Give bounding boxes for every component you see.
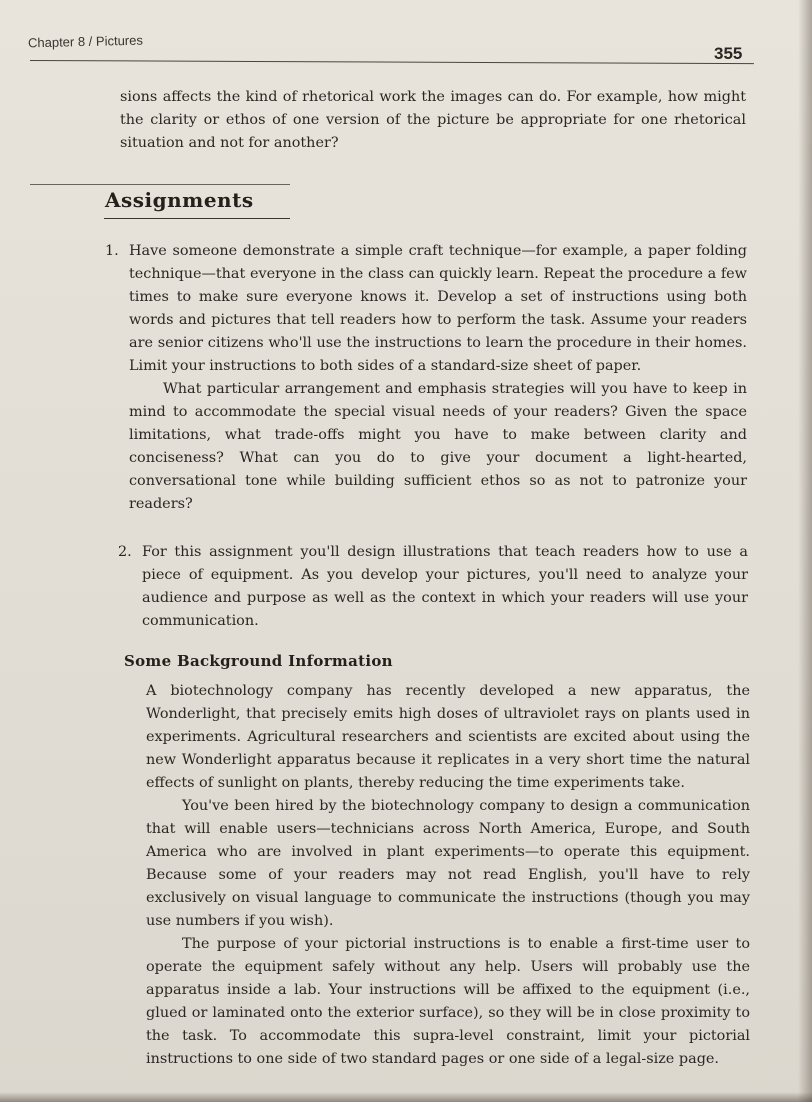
header-rule <box>30 60 754 64</box>
assignment-body <box>129 240 747 516</box>
background-paragraph: A biotechnology company has recently developed a new apparatus, the Wonderlight, that precisely emits high doses of ultraviolet rays on plants used in experiments. Agricultural researchers and scientists are excited about using the new Wonderlight apparatus because it replicates in a very short time the natural effects of sunlight on plants, thereby reducing the time experiments take. <box>146 683 750 791</box>
page-edge-shadow <box>798 0 812 1102</box>
assignments-underline <box>104 218 290 219</box>
assignments-heading: Assignments <box>105 188 254 212</box>
assignment-paragraph: Have someone demonstrate a simple craft technique—for example, a paper folding technique—that everyone in the class can quickly learn. Repeat the procedure a few times to make sure everyone knows it. Develop a set of instructions using both words and pictures that tell readers how to perform the task. Assume your readers are senior citizens who'll use the instructions to learn the procedure in their homes. Limit your instructions to both sides of a standard-size sheet of paper. <box>129 243 747 374</box>
background-section <box>146 680 750 1071</box>
assignment-number: 1. <box>105 243 119 259</box>
intro-paragraph: sions affects the kind of rhetorical work the images can do. For example, how might the clarity or ethos of one version of the picture be appropriate for one rhetorical situation and not for another? <box>120 89 746 151</box>
page-number: 355 <box>714 44 743 63</box>
background-paragraph: You've been hired by the biotechnology company to design a communication that will enable users—technicians across North America, Europe, and South America who are involved in plant experiments—to operate this equipment. Because some of your readers may not read English, you'll have to rely exclusively on visual language to communicate the instructions (though you may use numbers if you wish). <box>146 798 750 929</box>
assignment-item-2 <box>118 541 748 633</box>
running-head: Chapter 8 / Pictures <box>27 32 144 51</box>
background-heading: Some Background Information <box>124 652 393 670</box>
background-paragraph: The purpose of your pictorial instructions is to enable a first-time user to operate the equipment safely without any help. Users will probably use the apparatus inside a lab. Your instructions will be affixed to the equipment (i.e., glued or laminated onto the exterior surface), so they will be in close proximity to the task. To accommodate this supra-level constraint, limit your pictorial instructions to one side of two standard pages or one side of a legal-size page. <box>146 936 750 1067</box>
section-rule <box>30 184 290 185</box>
assignment-paragraph: For this assignment you'll design illustrations that teach readers how to use a piece of equipment. As you develop your pictures, you'll need to analyze your audience and purpose as well as the context in which your readers will use your communication. <box>142 544 748 629</box>
assignment-item-1 <box>105 240 747 516</box>
assignment-body <box>142 541 748 633</box>
assignment-number: 2. <box>118 544 132 560</box>
page-bottom-shadow <box>0 1092 812 1102</box>
assignment-paragraph: What particular arrangement and emphasis strategies will you have to keep in mind to accommodate the special visual needs of your readers? Given the space limitations, what trade-offs might you have to make between clarity and conciseness? What can you do to give your document a light-hearted, conversational tone while building sufficient ethos so as not to patronize your readers? <box>129 381 747 512</box>
